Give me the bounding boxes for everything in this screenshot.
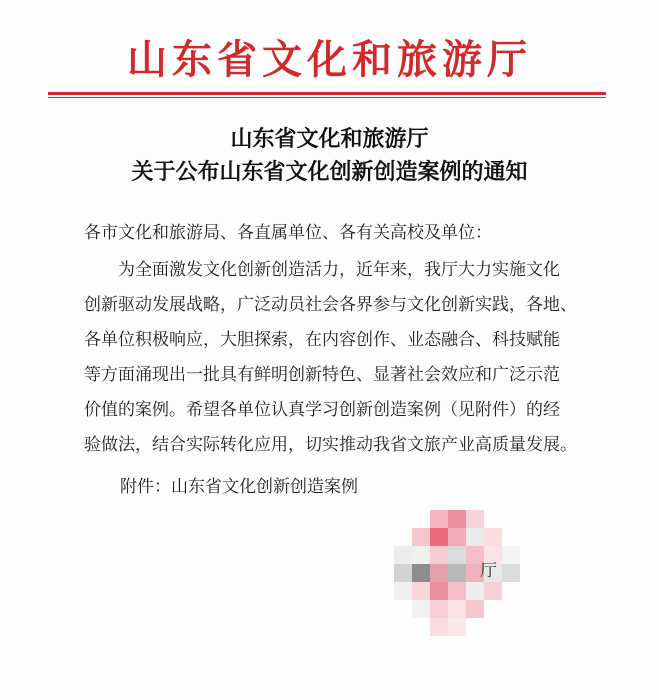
- letterhead-divider: [48, 92, 606, 95]
- seal-mosaic-block: [448, 528, 466, 546]
- seal-mosaic-block: [466, 528, 484, 546]
- seal-mosaic-block: [430, 600, 448, 618]
- seal-mosaic-block: [394, 546, 412, 564]
- seal-mosaic-block: [466, 582, 484, 600]
- seal-mosaic-block: [430, 528, 448, 546]
- document-title-line1: 山东省文化和旅游厅: [230, 127, 429, 152]
- seal-mosaic-block: [430, 546, 448, 564]
- document-title-line2: 关于公布山东省文化创新创造案例的通知: [131, 160, 528, 185]
- letterhead-divider-thin: [48, 97, 606, 98]
- seal-mosaic-block: [430, 564, 448, 582]
- seal-mosaic-block: [448, 564, 466, 582]
- salutation: 各市文化和旅游局、各直属单位、各有关高校及单位：: [84, 223, 492, 243]
- seal-mosaic-block: [430, 582, 448, 600]
- signatory-text: 厅: [480, 561, 497, 581]
- letterhead-title: 山东省文化和旅游厅: [127, 36, 532, 83]
- seal-mosaic-block: [412, 582, 430, 600]
- seal-mosaic-block: [448, 618, 466, 636]
- official-seal-pixelated: [370, 500, 550, 650]
- seal-mosaic-block: [412, 528, 430, 546]
- body-paragraph-line: 为全面激发文化创新创造活力，近年来，我厅大力实施文化: [118, 260, 560, 280]
- seal-mosaic-block: [448, 546, 466, 564]
- body-paragraph-line: 各单位积极响应，大胆探索，在内容创作、业态融合、科技赋能: [84, 330, 560, 350]
- seal-mosaic-block: [448, 510, 466, 528]
- body-paragraph-line: 价值的案例。希望各单位认真学习创新创造案例（见附件）的经: [84, 400, 560, 420]
- seal-mosaic-block: [412, 564, 430, 582]
- seal-mosaic-block: [466, 510, 484, 528]
- seal-mosaic-block: [394, 582, 412, 600]
- seal-mosaic-block: [502, 564, 520, 582]
- seal-mosaic-block: [484, 528, 502, 546]
- attachment-line: 附件：山东省文化创新创造案例: [120, 477, 358, 497]
- seal-mosaic-block: [430, 510, 448, 528]
- seal-mosaic-block: [430, 618, 448, 636]
- body-paragraph-line: 验做法，结合实际转化应用，切实推动我省文旅产业高质量发展。: [84, 435, 577, 455]
- seal-mosaic-block: [466, 600, 484, 618]
- seal-mosaic-block: [448, 582, 466, 600]
- seal-mosaic-block: [412, 546, 430, 564]
- seal-mosaic-block: [484, 582, 502, 600]
- seal-mosaic-block: [502, 546, 520, 564]
- seal-mosaic-block: [448, 600, 466, 618]
- body-paragraph-line: 创新驱动发展战略，广泛动员社会各界参与文化创新实践，各地、: [84, 295, 577, 315]
- seal-mosaic-block: [394, 564, 412, 582]
- body-paragraph-line: 等方面涌现出一批具有鲜明创新特色、显著社会效应和广泛示范: [84, 365, 560, 385]
- seal-mosaic-block: [412, 600, 430, 618]
